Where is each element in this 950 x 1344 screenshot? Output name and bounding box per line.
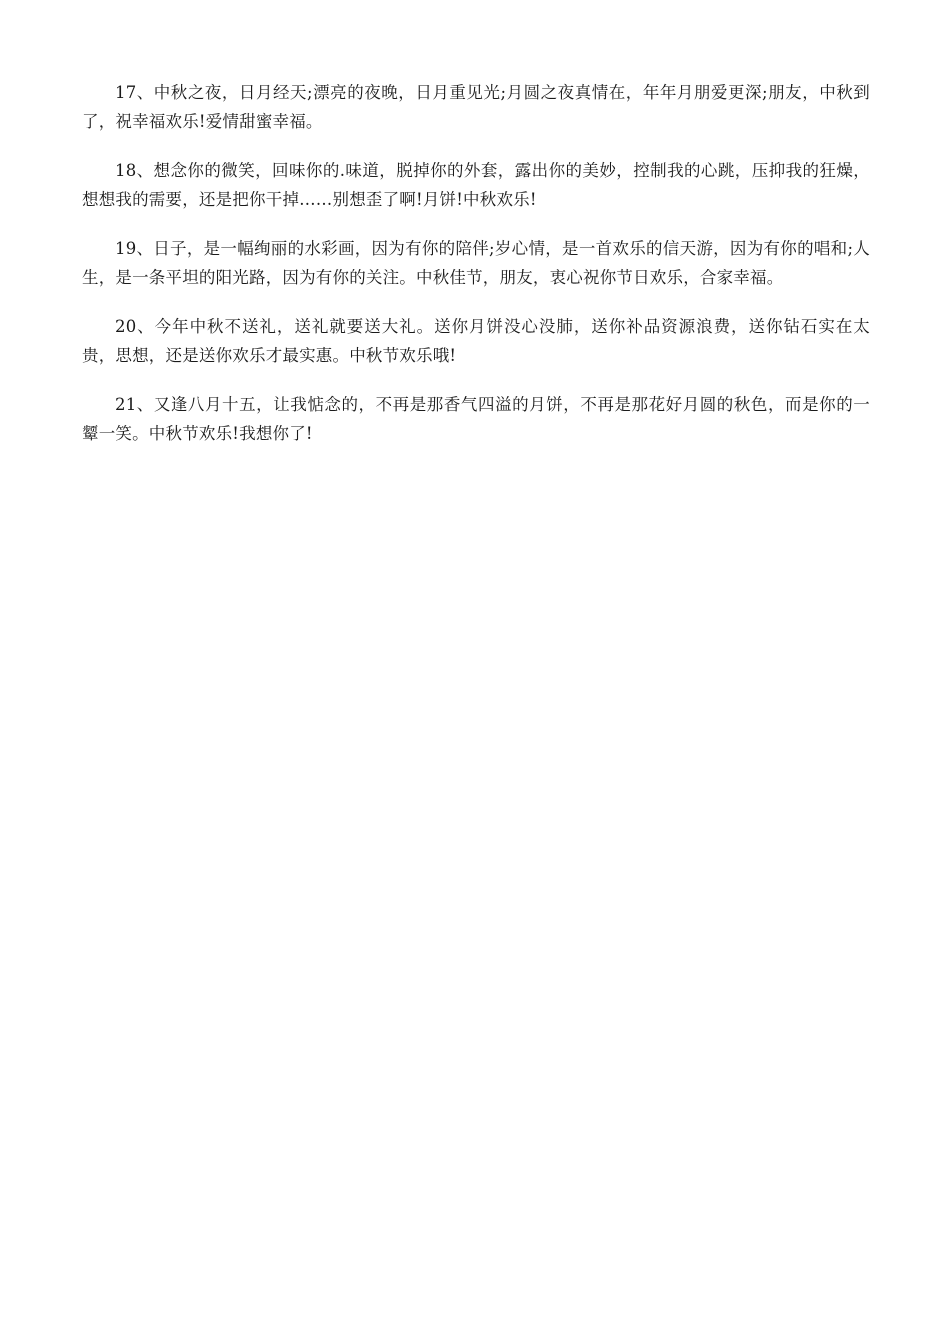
- paragraph-19: 19、日子，是一幅绚丽的水彩画，因为有你的陪伴;岁心情，是一首欢乐的信天游，因为有你的唱和;人生，是一条平坦的阳光路，因为有你的关注。中秋佳节，朋友，衷心祝你节日欢乐，合家幸福。: [82, 239, 870, 287]
- paragraph-17: 17、中秋之夜，日月经天;漂亮的夜晚，日月重见光;月圆之夜真情在，年年月朋爱更深;朋友，中秋到了，祝幸福欢乐!爱情甜蜜幸福。: [82, 83, 870, 131]
- paragraph-20: 20、今年中秋不送礼，送礼就要送大礼。送你月饼没心没肺，送你补品资源浪费，送你钻石实在太贵，思想，还是送你欢乐才最实惠。中秋节欢乐哦!: [82, 317, 870, 365]
- paragraph-18: 18、想念你的微笑，回味你的.味道，脱掉你的外套，露出你的美妙，控制我的心跳，压抑我的狂燥，想想我的需要，还是把你干掉……别想歪了啊!月饼!中秋欢乐!: [82, 161, 870, 209]
- document-page: [82, 78, 870, 468]
- paragraph-21: 21、又逢八月十五，让我惦念的，不再是那香气四溢的月饼，不再是那花好月圆的秋色，而是你的一颦一笑。中秋节欢乐!我想你了!: [82, 395, 870, 443]
